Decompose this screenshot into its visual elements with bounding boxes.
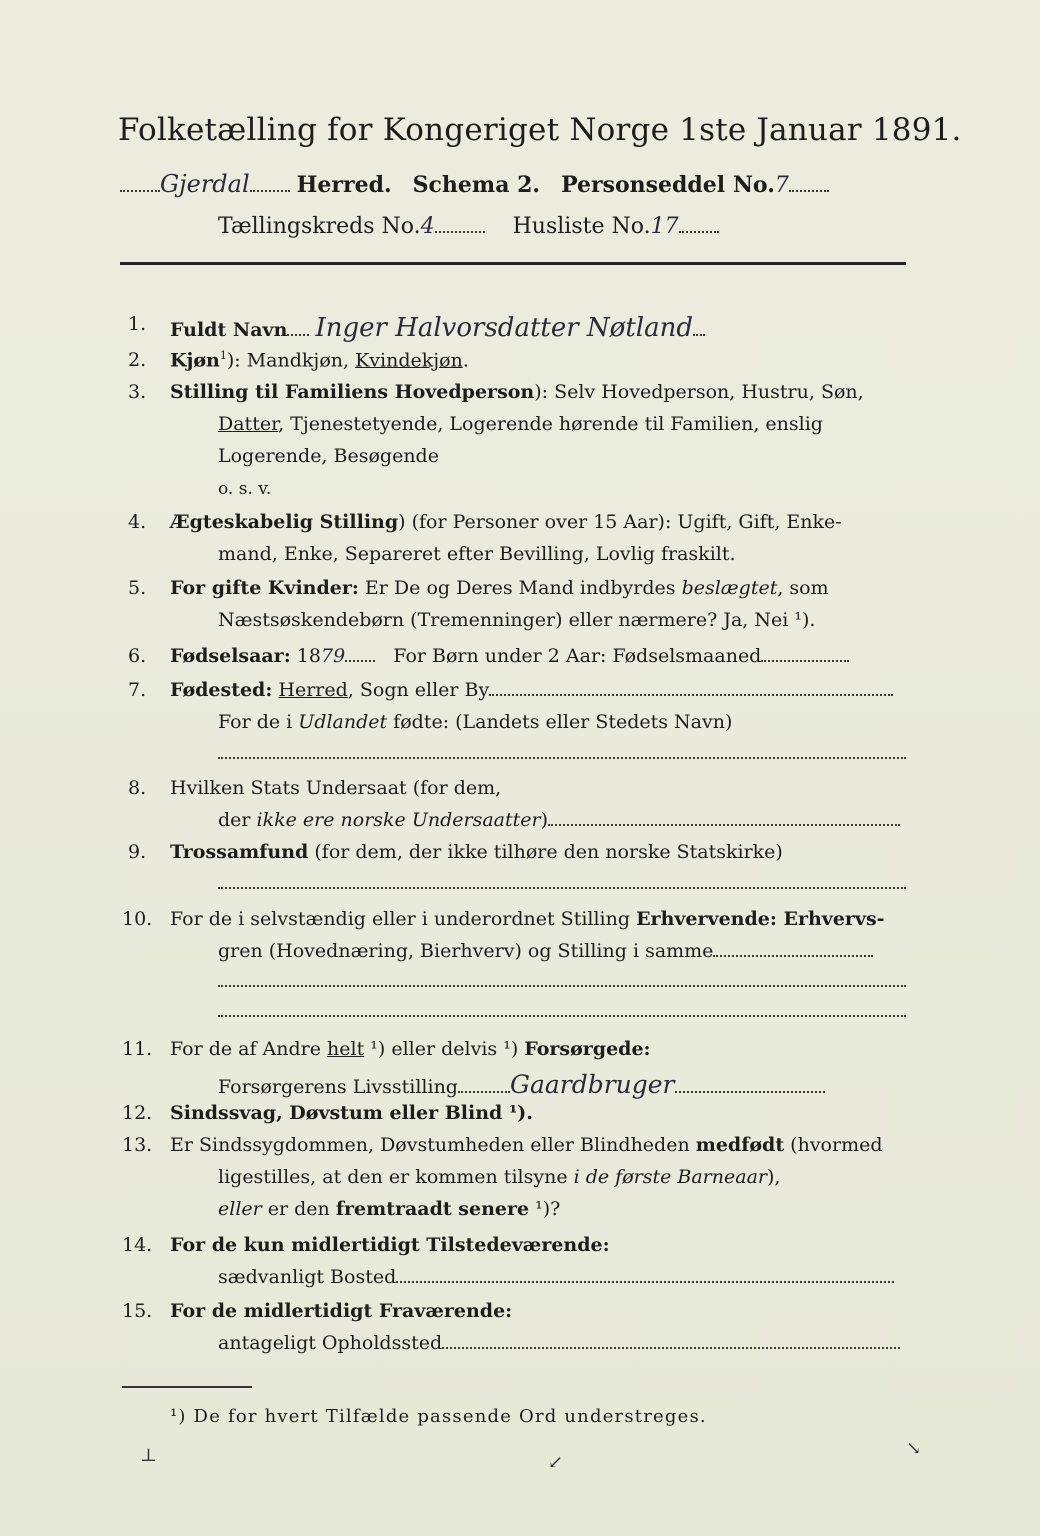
personseddel-value: 7 [774, 173, 789, 198]
q9-text: (for dem, der ikke tilhøre den norske Statskirke) [308, 841, 783, 863]
header-row-kreds [218, 214, 719, 239]
q11-number: 11. [122, 1038, 153, 1060]
q3-number: 3. [128, 381, 147, 403]
q11-selected-option: helt [327, 1038, 365, 1060]
q10-text-1b: Erhvervende: Erhvervs- [636, 908, 885, 930]
q12-number: 12. [122, 1102, 153, 1124]
q7-row-1 [170, 679, 893, 701]
q10-text-1a: For de i selvstændig eller i underordnet Stilling [170, 908, 637, 930]
q3-label: Stilling til Familiens Hovedperson [170, 381, 535, 403]
q13-text-2b: i de første Barneaar [573, 1166, 767, 1188]
q8-number: 8. [128, 777, 147, 799]
q10-row-1 [170, 908, 885, 930]
q6-number: 6. [128, 645, 147, 667]
q10-row-2 [218, 940, 873, 962]
q13-text-1b: medfødt [695, 1134, 785, 1156]
q6-label: Fødselsaar: [170, 645, 291, 667]
q8-row-2 [218, 809, 900, 831]
q13-text-1a: Er Sindssygdommen, Døvstumheden eller Blindheden [170, 1134, 696, 1156]
footnote-divider [122, 1386, 252, 1388]
q3-row-1 [170, 381, 864, 403]
q3-text-1: ): Selv Hovedperson, Hustru, Søn, [534, 381, 864, 403]
q3-row-4: o. s. v. [218, 479, 272, 499]
q3-text-2: , Tjenestetyende, Logerende hørende til Familien, enslig [278, 413, 823, 435]
q7-row-2 [218, 711, 732, 733]
q8-text-2c: ) [540, 809, 548, 831]
q13-text-3c: fremtraadt senere [335, 1198, 530, 1220]
taellingskreds-label: Tællingskreds No. [218, 214, 421, 239]
q13-row-2 [218, 1166, 780, 1188]
q7-text-1: , Sogn eller By [347, 679, 490, 701]
q6-row [170, 645, 849, 667]
q3-selected-option: Datter [218, 413, 279, 435]
q14-text-2: sædvanligt Bosted [218, 1266, 397, 1288]
q15-row-1: For de midlertidigt Fraværende: [170, 1300, 513, 1322]
q6-year-value: 79 [320, 645, 346, 667]
q7-text-2c: fødte: (Landets eller Stedets Navn) [387, 711, 733, 733]
margin-mark-right: ↘ [906, 1438, 922, 1459]
q11-row-2 [218, 1070, 825, 1099]
q6-prefix: 18 [290, 645, 321, 667]
q10-number: 10. [122, 908, 153, 930]
q2-row: Kjøn$^1$): Mandkjøn, Kvindekjøn. [170, 349, 469, 372]
q11-text-1a: For de af Andre [170, 1038, 328, 1060]
q3-row-2 [218, 413, 823, 435]
q2-number: 2. [128, 349, 147, 371]
q11-text-1d: Forsørgede: [524, 1038, 651, 1060]
q15-text-2: antageligt Opholdssted [218, 1332, 443, 1354]
footnote: ¹) De for hvert Tilfælde passende Ord understreges. [170, 1406, 707, 1427]
q14-number: 14. [122, 1234, 153, 1256]
q9-row [170, 841, 783, 863]
q4-row-2: mand, Enke, Separeret efter Bevilling, Lovlig fraskilt. [218, 543, 736, 565]
q15-number: 15. [122, 1300, 153, 1322]
q1-row [170, 313, 705, 343]
q3-row-3: Logerende, Besøgende [218, 445, 439, 467]
q5-number: 5. [128, 577, 147, 599]
q2-footnote-marker: 1 [219, 349, 227, 362]
q2-selected-option: Kvindekjøn [355, 349, 463, 372]
q1-name-value: Inger Halvorsdatter Nøtland [315, 313, 693, 343]
q5-text-1c: , som [777, 577, 829, 599]
taellingskreds-value: 4 [420, 214, 435, 239]
q11-row-1 [170, 1038, 651, 1060]
q8-text-2a: der [218, 809, 257, 831]
q11-occupation-value: Gaardbruger [509, 1070, 675, 1099]
q7-number: 7. [128, 679, 147, 701]
q10-blank-line-1 [218, 970, 906, 992]
q15-row-2 [218, 1332, 900, 1354]
q1-label: Fuldt Navn [170, 319, 288, 341]
q5-text-1b: beslægtet [681, 577, 778, 599]
q7-selected-option: Herred [278, 679, 348, 701]
q4-number: 4. [128, 511, 147, 533]
q9-number: 9. [128, 841, 147, 863]
q5-row-2: Næstsøskendebørn (Tremenninger) eller nærmere? Ja, Nei ¹). [218, 609, 816, 631]
q11-text-1c: ¹) eller delvis ¹) [364, 1038, 525, 1060]
q11-text-2: Forsørgerens Livsstilling [218, 1076, 458, 1098]
margin-mark-center: ↙ [548, 1452, 564, 1473]
q13-row-1 [170, 1134, 883, 1156]
q14-row-2 [218, 1266, 894, 1288]
q9-label: Trossamfund [170, 841, 309, 863]
q13-text-2c: ), [767, 1166, 781, 1188]
q9-blank-line [218, 872, 906, 894]
q7-label: Fødested: [170, 679, 273, 701]
header-divider [120, 262, 906, 265]
husliste-value: 17 [650, 214, 679, 239]
q7-blank-line [218, 742, 906, 764]
q7-text-2b: Udlandet [298, 711, 388, 733]
herred-label: Herred. [296, 172, 392, 198]
schema-label: Schema 2. [412, 172, 541, 198]
form-title: Folketælling for Kongeriget Norge 1ste Januar 1891. [118, 112, 962, 148]
q4-row-1 [170, 511, 842, 533]
q8-row-1: Hvilken Stats Undersaat (for dem, [170, 777, 502, 799]
q4-label: Ægteskabelig Stilling [170, 511, 399, 533]
header-row-herred [120, 170, 829, 198]
q5-text-1a: Er De og Deres Mand indbyrdes [358, 577, 682, 599]
q6-text: For Børn under 2 Aar: Fødselsmaaned [393, 645, 762, 667]
q13-text-1c: (hvormed [784, 1134, 883, 1156]
q7-text-2a: For de i [218, 711, 299, 733]
q10-text-2: gren (Hovednæring, Bierhverv) og Stilling i samme [218, 940, 714, 962]
personseddel-label: Personseddel No. [561, 172, 775, 198]
q8-text-2b: ikke ere norske Undersaatter [256, 809, 541, 831]
q5-row-1 [170, 577, 829, 599]
margin-mark-left: ⊥ [140, 1445, 157, 1466]
q13-text-3d: ¹)? [529, 1198, 561, 1220]
q13-text-2a: ligestilles, at den er kommen tilsyne [218, 1166, 574, 1188]
q14-row-1: For de kun midlertidigt Tilstedeværende: [170, 1234, 610, 1256]
q12-row: Sindssvag, Døvstum eller Blind ¹). [170, 1102, 533, 1124]
husliste-label: Husliste No. [512, 214, 651, 239]
q13-text-3a: eller [218, 1198, 262, 1220]
q10-blank-line-2 [218, 1000, 906, 1022]
q13-number: 13. [122, 1134, 153, 1156]
q4-text-1: ) (for Personer over 15 Aar): Ugift, Gift, Enke- [398, 511, 842, 533]
herred-value: Gjerdal [160, 170, 250, 198]
q13-row-3 [218, 1198, 560, 1220]
q2-label: Kjøn [170, 349, 220, 372]
q2-text: ): Mandkjøn, [226, 349, 356, 372]
q13-text-3b: er den [261, 1198, 336, 1220]
q1-number: 1. [128, 313, 147, 335]
q5-label: For gifte Kvinder: [170, 577, 359, 599]
